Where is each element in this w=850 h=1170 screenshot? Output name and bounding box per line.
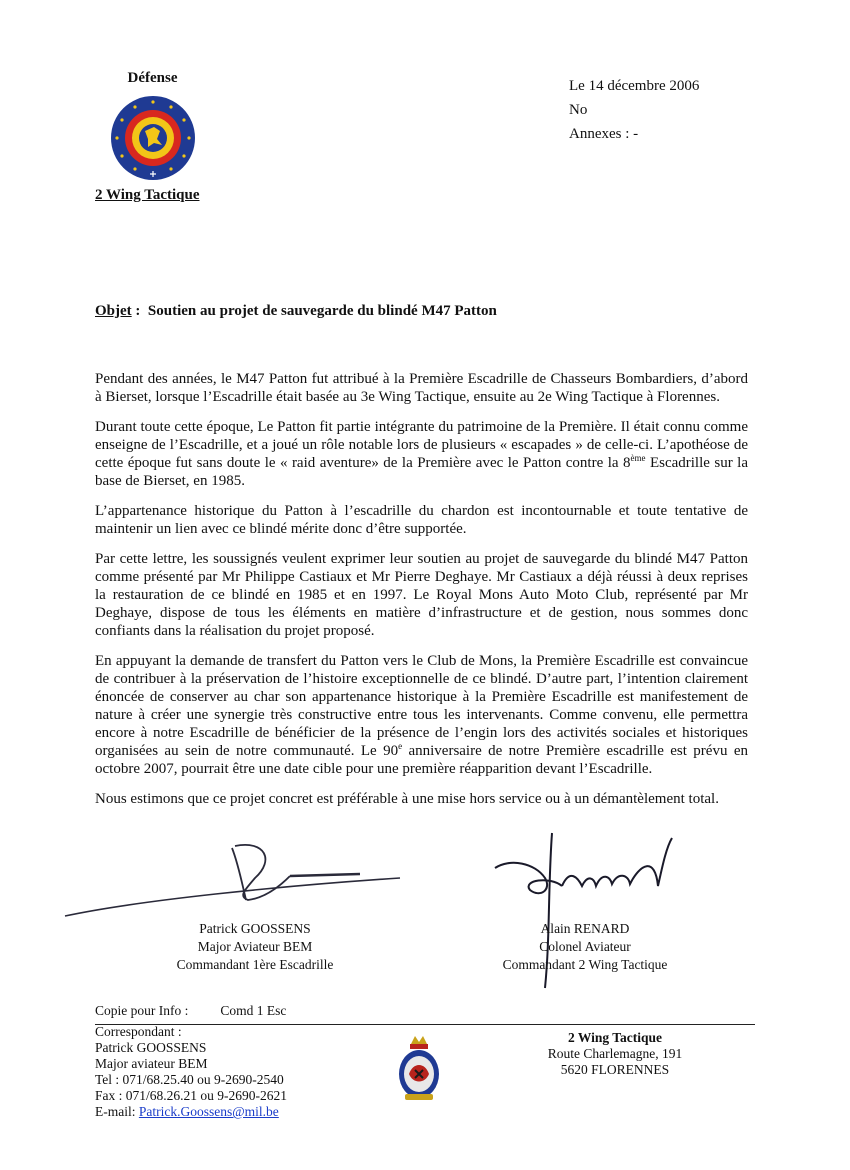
letter-meta bbox=[569, 74, 699, 146]
footer-street: Route Charlemagne, 191 bbox=[547, 1046, 683, 1061]
footer-unit: 2 Wing Tactique bbox=[567, 1030, 663, 1045]
letter-annexes: Annexes : - bbox=[569, 126, 639, 142]
signatory-left bbox=[160, 920, 350, 974]
org-name: Défense bbox=[127, 70, 178, 86]
paragraph-4: Par cette lettre, les soussignés veulent exprimer leur soutien au projet de sauvegarde du blindé M47 Patton comme présenté par Mr Philippe Castiaux et Mr Pierre Deghaye. Mr Castiaux a déjà réussi à deux reprises la restauration de ce blindé en 1985 et en 1997. Le Royal Mons Auto Moto Club, représenté par Mr Deghaye, dispose de tous les éléments en matière d’infrastructure et de gestion, nous sommes donc confiants dans la réalisation du projet proposé. bbox=[95, 551, 748, 639]
subject-text: Soutien au projet de sauvegarde du blindé M47 Patton bbox=[147, 303, 497, 319]
footer-correspondent-label: Correspondant : bbox=[95, 1024, 182, 1039]
footer-contact bbox=[95, 1024, 287, 1120]
copy-line bbox=[95, 1003, 286, 1019]
signatory-left-name: Patrick GOOSSENS bbox=[199, 921, 311, 936]
paragraph-3: L’appartenance historique du Patton à l’escadrille du chardon est incontournable et toute tentative de maintenir un lien avec ce blindé mérite donc d’être supportée. bbox=[95, 503, 748, 537]
signatory-right-rank: Colonel Aviateur bbox=[539, 939, 631, 954]
signatory-right bbox=[480, 920, 690, 974]
paragraph-2 bbox=[95, 418, 748, 490]
paragraph-5-text-b: anniversaire de notre Première escadrille est prévu en octobre 2007, pourrait être une date cible pour une première réapparition devant l’Escadrille. bbox=[95, 743, 748, 777]
paragraph-1: Pendant des années, le M47 Patton fut attribué à la Première Escadrille de Chasseurs Bombardiers, d’abord à Bierset, lorsque l’Escadrille était basée au 3e Wing Tactique, ensuite au 2e Wing Tactique à Florennes. bbox=[95, 371, 748, 405]
signatory-left-rank: Major Aviateur BEM bbox=[197, 939, 313, 954]
paragraph-2-text-b: Escadrille sur la base de Bierset, en 1985. bbox=[95, 455, 748, 489]
footer-email-link[interactable]: Patrick.Goossens@mil.be bbox=[138, 1104, 279, 1119]
signatory-right-role: Commandant 2 Wing Tactique bbox=[502, 957, 668, 972]
org-header bbox=[95, 70, 210, 204]
signatory-left-role: Commandant 1ère Escadrille bbox=[176, 957, 334, 972]
letter-number: No bbox=[569, 102, 588, 118]
letter-date: Le 14 décembre 2006 bbox=[569, 78, 700, 94]
defense-emblem-icon bbox=[110, 95, 196, 181]
signatory-right-name: Alain RENARD bbox=[540, 921, 630, 936]
paragraph-2-superscript: ème bbox=[630, 453, 646, 463]
footer-city: 5620 FLORENNES bbox=[560, 1062, 670, 1077]
subject-line bbox=[95, 303, 497, 320]
footer-email-label: E-mail: bbox=[95, 1104, 139, 1119]
footer-email-line bbox=[95, 1104, 287, 1120]
footer-correspondent-name: Patrick GOOSSENS bbox=[95, 1040, 207, 1055]
footer-correspondent-rank: Major aviateur BEM bbox=[95, 1056, 208, 1071]
signature-left-icon bbox=[60, 838, 410, 923]
copy-value: Comd 1 Esc bbox=[220, 1003, 287, 1018]
paragraph-5 bbox=[95, 652, 748, 778]
paragraph-5-text-a: En appuyant la demande de transfert du Patton vers le Club de Mons, la Première Escadrille est convaincue de contribuer à la préservation de l’histoire exceptionnelle de ce blindé. D’autre part, l’intention clairement énoncée de conserver au char son appartenance historique à la Première Escadrille est manifestement de nature à créer une synergie très constructive entre tous les intervenants. Comme convenu, elle permettra encore à notre Escadrille de bénéficier de la présence de l’engin lors des activités sociales et historiques organisées au sein de notre communauté. Le 90 bbox=[95, 653, 748, 759]
footer-address bbox=[540, 1030, 690, 1078]
letter-body bbox=[95, 370, 748, 820]
paragraph-6: Nous estimons que ce projet concret est préférable à une mise hors service ou à un démantèlement total. bbox=[95, 791, 719, 807]
paragraph-2-text-a: Durant toute cette époque, Le Patton fit partie intégrante du patrimoine de la Première. Il était connu comme enseigne de l’Escadrille, et a joué un rôle notable lors de plusieurs « escapades » de celle-ci. L’apothéose de cette époque fut sans doute le « raid aventure» de la Première avec le Patton contre la 8 bbox=[95, 419, 748, 471]
paragraph-5-superscript: e bbox=[398, 741, 403, 751]
footer-tel: Tel : 071/68.25.40 ou 9-2690-2540 bbox=[95, 1072, 284, 1087]
squadron-crest-icon bbox=[395, 1034, 443, 1106]
unit-name: 2 Wing Tactique bbox=[95, 187, 200, 203]
footer-fax: Fax : 071/68.26.21 ou 9-2690-2621 bbox=[95, 1088, 287, 1103]
subject-separator: : bbox=[131, 303, 141, 319]
subject-label: Objet bbox=[95, 303, 132, 319]
copy-label: Copie pour Info : bbox=[95, 1003, 189, 1018]
